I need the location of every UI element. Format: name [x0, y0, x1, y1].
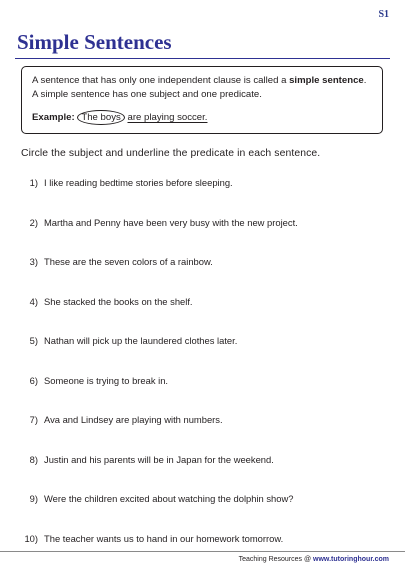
question-item	[14, 256, 213, 267]
question-text: I like reading bedtime stories before sleeping.	[44, 177, 233, 188]
question-number: 6)	[29, 374, 38, 386]
definition-box	[21, 66, 383, 134]
question-number: 3)	[29, 256, 38, 267]
question-text: Nathan will pick up the laundered clothes later.	[44, 335, 238, 346]
example-subject-circled: The boys	[77, 110, 124, 125]
question-text: Were the children excited about watching the dolphin show?	[44, 493, 294, 504]
question-number: 8)	[29, 453, 38, 465]
question-text: The teacher wants us to hand in our homework tomorrow.	[44, 532, 284, 544]
question-number: 10)	[24, 532, 38, 544]
question-text: Martha and Penny have been very busy with the new project.	[44, 216, 298, 228]
question-text: Justin and his parents will be in Japan for the weekend.	[44, 453, 274, 465]
question-number: 9)	[29, 493, 38, 504]
instructions: Circle the subject and underline the predicate in each sentence.	[21, 148, 321, 159]
question-item	[14, 454, 274, 465]
question-text: She stacked the books on the shelf.	[44, 295, 193, 307]
title-divider	[15, 58, 390, 59]
definition-period: .	[363, 75, 367, 86]
question-item	[14, 335, 237, 346]
question-item	[14, 493, 293, 504]
question-number: 5)	[29, 335, 38, 346]
example-label: Example:	[32, 112, 75, 123]
question-text: Someone is trying to break in.	[44, 374, 169, 386]
question-number: 1)	[29, 177, 38, 188]
example-line	[32, 110, 372, 125]
page-title: Simple Sentences	[17, 30, 172, 54]
question-item	[14, 533, 283, 544]
example-predicate-underlined: are playing soccer.	[127, 112, 208, 123]
question-number: 2)	[29, 216, 38, 228]
footer	[0, 551, 405, 575]
definition-term: simple sentence	[289, 75, 364, 86]
question-item	[14, 414, 223, 425]
question-item	[14, 217, 298, 228]
footer-credit	[239, 556, 389, 563]
definition-line-2: A simple sentence has one subject and one predicate.	[32, 89, 262, 100]
sheet-code: S1	[378, 9, 389, 20]
definition-line-1	[32, 74, 372, 88]
footer-url: www.tutoringhour.com	[313, 556, 389, 563]
question-item	[14, 177, 233, 188]
question-item	[14, 296, 193, 307]
question-number: 4)	[29, 295, 38, 307]
question-text: Ava and Lindsey are playing with numbers.	[44, 414, 223, 425]
footer-label: Teaching Resources @	[238, 556, 314, 563]
definition-text: A sentence that has only one independent clause is called a	[32, 75, 290, 86]
question-item	[14, 375, 168, 386]
question-text: These are the seven colors of a rainbow.	[44, 256, 213, 267]
question-number: 7)	[29, 414, 38, 425]
